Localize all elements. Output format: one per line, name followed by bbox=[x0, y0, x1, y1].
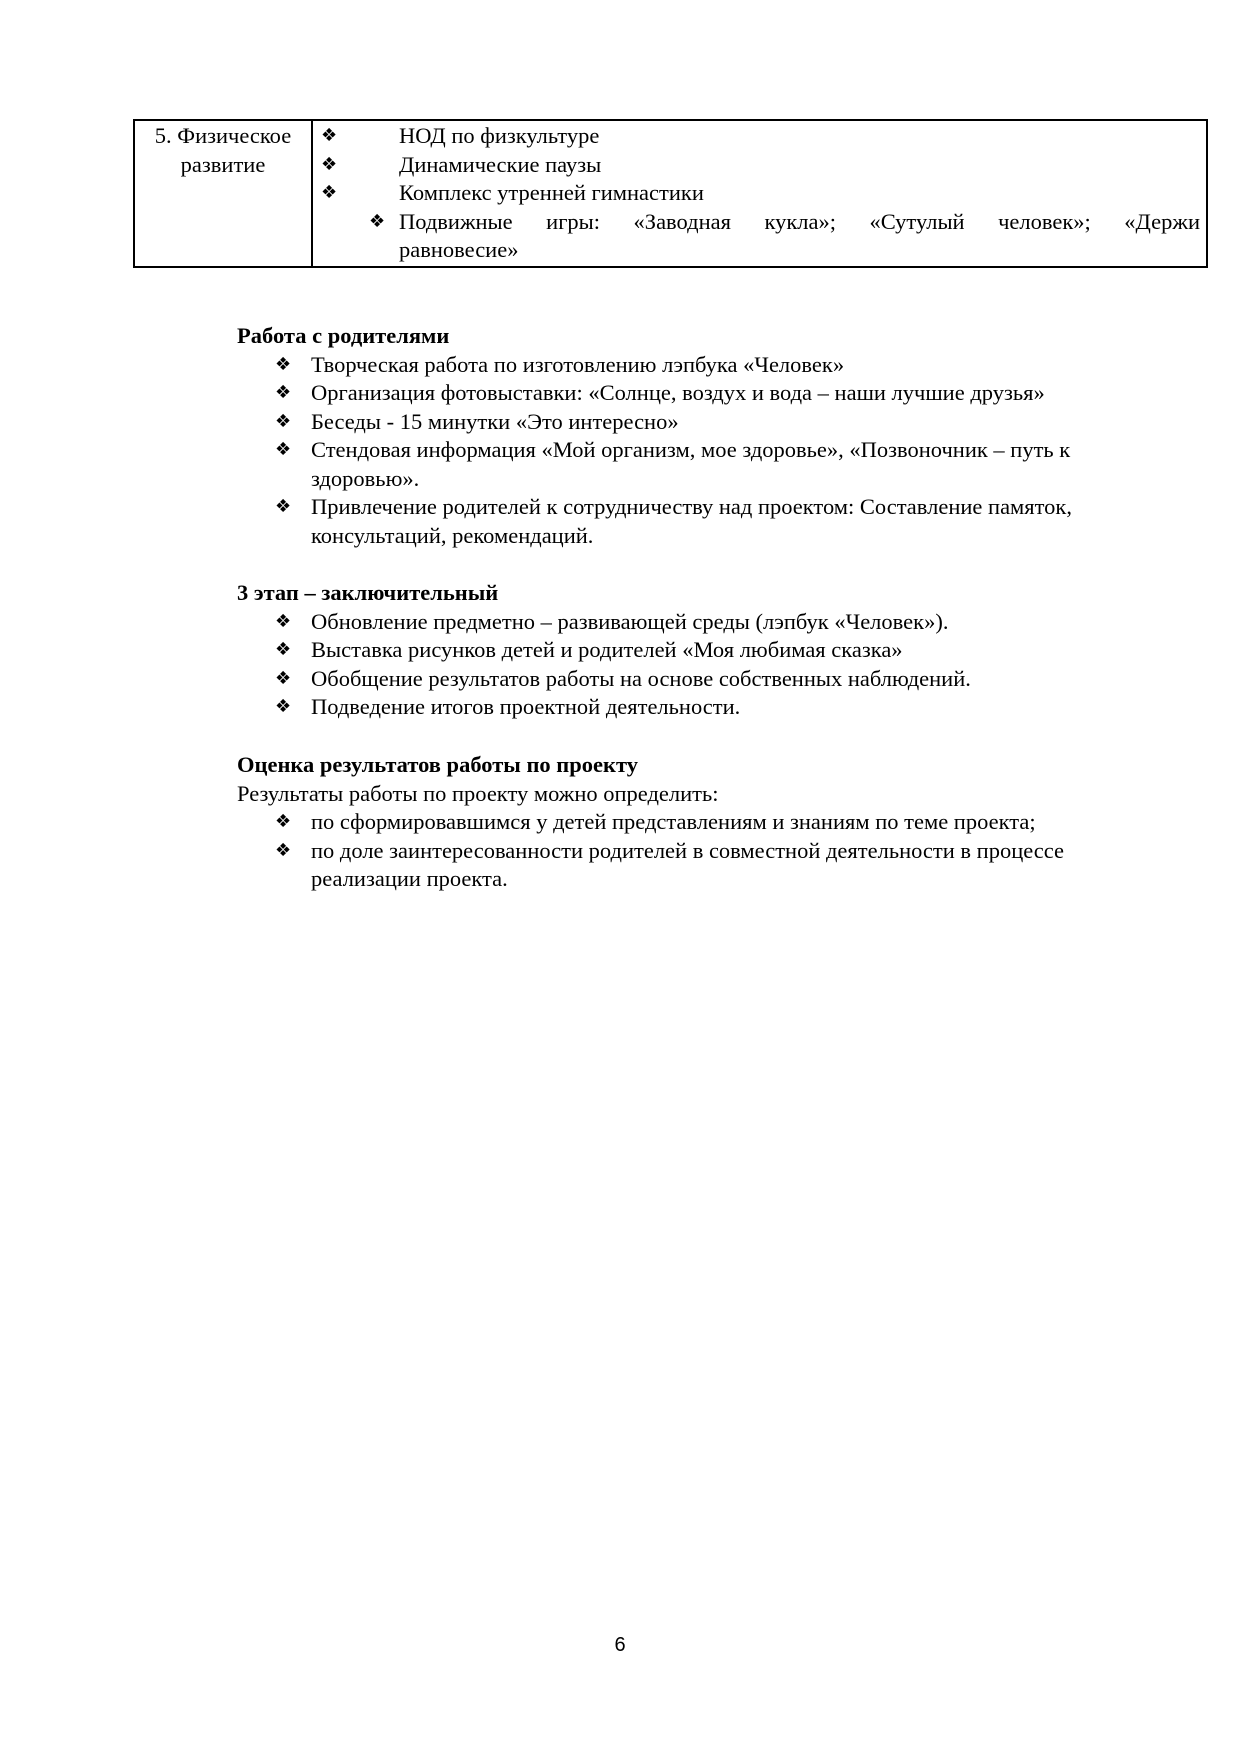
list-item bbox=[237, 408, 1157, 437]
list-item-text: Организация фотовыставки: «Солнце, воздух и вода – наши лучшие друзья» bbox=[311, 380, 1045, 405]
section-heading: Оценка результатов работы по проекту bbox=[237, 752, 638, 777]
list-item bbox=[321, 208, 1200, 265]
list-item-text: Обновление предметно – развивающей среды (лэпбук «Человек»). bbox=[311, 608, 949, 634]
list-item bbox=[237, 436, 1157, 493]
list-item bbox=[321, 122, 1200, 151]
diamond-bullet-icon: ❖ bbox=[275, 839, 292, 861]
list-item-text: Обобщение результатов работы на основе собственных наблюдений. bbox=[311, 665, 971, 691]
stage3-section bbox=[237, 579, 1157, 722]
diamond-bullet-icon: ❖ bbox=[275, 639, 292, 660]
diamond-bullet-icon: ❖ bbox=[275, 410, 292, 432]
diamond-bullet-icon: ❖ bbox=[275, 811, 292, 832]
table-row bbox=[134, 120, 1207, 267]
list-item-text: Выставка рисунков детей и родителей «Моя любимая сказка» bbox=[311, 637, 903, 662]
activity-text: Комплекс утренней гимнастики bbox=[399, 180, 704, 205]
activity-text: НОД по физкультуре bbox=[399, 123, 600, 148]
section-heading: Работа с родителями bbox=[237, 323, 450, 348]
games-text bbox=[399, 208, 1200, 265]
evaluation-intro: Результаты работы по проекту можно определить: bbox=[237, 780, 719, 806]
diamond-bullet-icon: ❖ bbox=[321, 153, 338, 175]
list-item bbox=[237, 351, 1157, 380]
list-item bbox=[237, 636, 1157, 665]
games-line-2: равновесие» bbox=[399, 237, 519, 262]
diamond-bullet-icon: ❖ bbox=[369, 210, 386, 232]
stage3-list bbox=[237, 608, 1157, 722]
diamond-bullet-icon: ❖ bbox=[275, 382, 292, 403]
activities-table bbox=[133, 119, 1208, 268]
list-item bbox=[321, 179, 1200, 208]
list-item bbox=[237, 379, 1157, 408]
list-item bbox=[237, 493, 1157, 550]
category-line-1: 5. Физическое bbox=[154, 123, 292, 148]
section-heading: 3 этап – заключительный bbox=[237, 580, 499, 605]
evaluation-section bbox=[237, 751, 1157, 894]
list-item-text: по сформировавшимся у детей представлениям и знаниям по теме проекта; bbox=[311, 809, 1036, 834]
diamond-bullet-icon: ❖ bbox=[275, 496, 292, 517]
activity-text: Динамические паузы bbox=[399, 151, 602, 177]
list-item-text: Привлечение родителей к сотрудничеству над проектом: Составление памяток, консультаций, рекомендаций. bbox=[311, 494, 1072, 548]
diamond-bullet-icon: ❖ bbox=[275, 610, 292, 632]
evaluation-list bbox=[237, 808, 1157, 894]
list-item bbox=[237, 837, 1157, 894]
diamond-bullet-icon: ❖ bbox=[275, 696, 292, 717]
parents-list bbox=[237, 351, 1157, 551]
list-item bbox=[321, 151, 1200, 180]
list-item-text: Беседы - 15 минутки «Это интересно» bbox=[311, 408, 679, 434]
diamond-bullet-icon: ❖ bbox=[275, 439, 292, 460]
diamond-bullet-icon: ❖ bbox=[321, 182, 338, 203]
games-line-1: Подвижные игры: «Заводная кукла»; «Сутулый человек»; «Держи bbox=[399, 208, 1200, 234]
category-cell bbox=[134, 120, 312, 267]
diamond-bullet-icon: ❖ bbox=[275, 667, 292, 689]
activities-cell bbox=[312, 120, 1207, 267]
diamond-bullet-icon: ❖ bbox=[275, 353, 292, 375]
list-item bbox=[237, 693, 1157, 722]
list-item bbox=[237, 808, 1157, 837]
page-number: 6 bbox=[614, 1634, 626, 1656]
list-item bbox=[237, 665, 1157, 694]
list-item-text: Творческая работа по изготовлению лэпбука «Человек» bbox=[311, 351, 845, 377]
diamond-bullet-icon: ❖ bbox=[321, 125, 338, 146]
parents-section bbox=[237, 322, 1157, 550]
list-item-text: по доле заинтересованности родителей в совместной деятельности в процессе реализации проекта. bbox=[311, 837, 1065, 891]
list-item bbox=[237, 608, 1157, 637]
list-item-text: Подведение итогов проектной деятельности. bbox=[311, 694, 741, 719]
category-line-2: развитие bbox=[180, 151, 266, 177]
list-item-text: Стендовая информация «Мой организм, мое здоровье», «Позвоночник – путь к здоровью». bbox=[311, 437, 1071, 491]
